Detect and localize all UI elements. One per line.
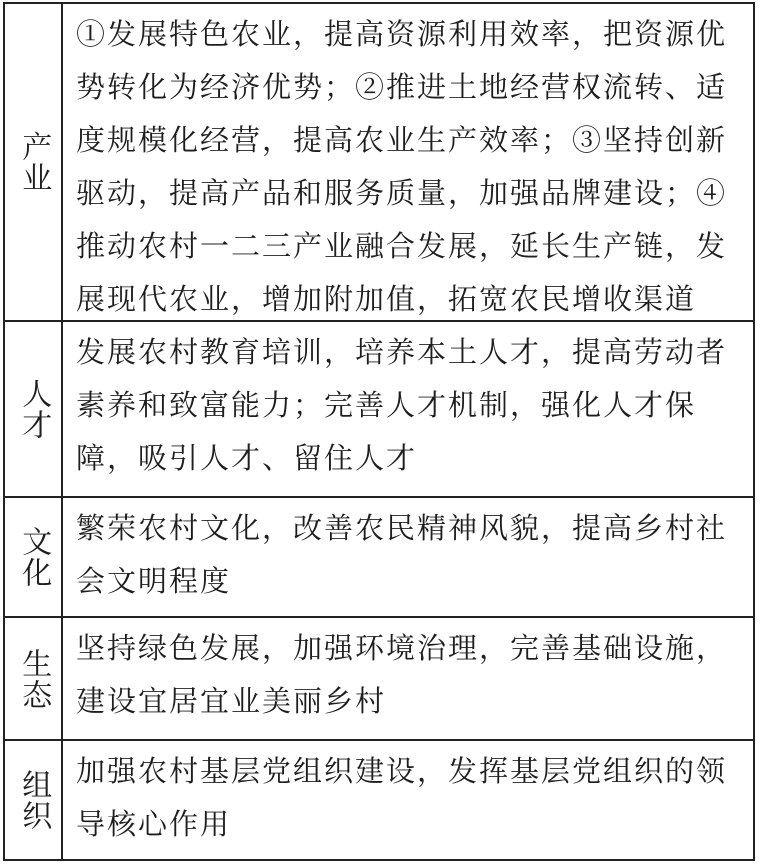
row-content-talent: 发展农村教育培训，培养本土人才，提高劳动者素养和致富能力；完善人才机制，强化人才保障，吸引人才、留住人才 <box>63 322 753 498</box>
row-label-industry: 产业 <box>5 4 63 322</box>
row-content-industry: ①发展特色农业，提高资源利用效率，把资源优势转化为经济优势；②推进土地经营权流转、适度规模化经营，提高农业生产效率；③坚持创新驱动，提高产品和服务质量，加强品牌建设；④推动农村一二三产业融合发展，延长生产链，发展现代农业，增加附加值，拓宽农民增收渠道 <box>63 4 753 322</box>
row-label-organization: 组织 <box>5 741 63 859</box>
row-label-talent: 人才 <box>5 322 63 498</box>
row-content-ecology: 坚持绿色发展，加强环境治理，完善基础设施，建设宜居宜业美丽乡村 <box>63 618 753 741</box>
row-content-organization: 加强农村基层党组织建设，发挥基层党组织的领导核心作用 <box>76 754 728 841</box>
row-content-culture: 繁荣农村文化，改善农民精神风貌，提高乡村社会文明程度 <box>63 498 753 618</box>
rural-revitalization-table <box>3 2 755 861</box>
row-label-culture: 文化 <box>5 498 63 618</box>
row-label-ecology: 生态 <box>5 618 63 741</box>
